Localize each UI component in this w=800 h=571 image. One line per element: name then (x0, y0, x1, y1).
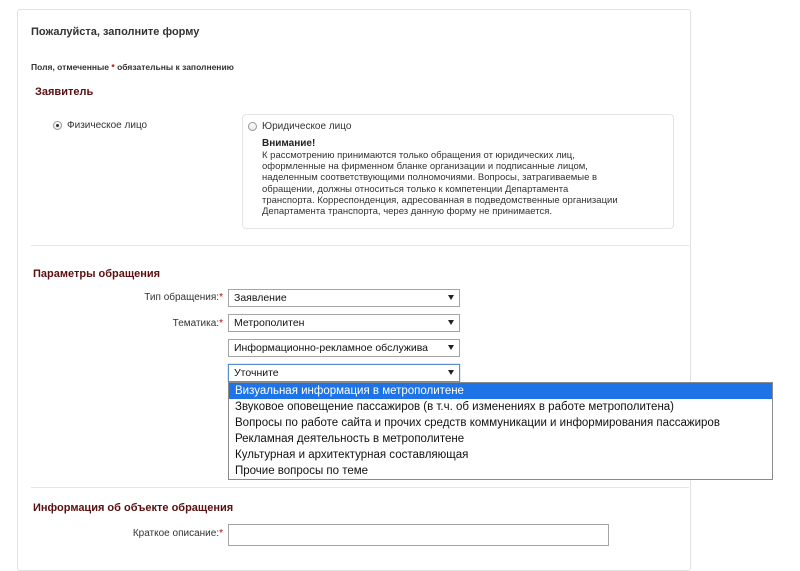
type-select-value: Заявление (234, 292, 287, 304)
radio-individual[interactable] (53, 120, 147, 131)
subtopic-chevron-down-icon (448, 345, 454, 350)
radio-legal-entity[interactable] (248, 121, 351, 132)
subtopic-select-value: Информационно-рекламное обслужива (234, 342, 429, 354)
section-title-applicant: Заявитель (35, 86, 94, 98)
section-title-params: Параметры обращения (33, 268, 161, 280)
topic-label-text: Тематика: (172, 318, 220, 329)
type-label (33, 292, 223, 303)
warning-title: Внимание! (262, 138, 316, 149)
dropdown-option[interactable]: Рекламная деятельность в метрополитене (235, 433, 465, 445)
specify-select-value: Уточните (234, 367, 279, 379)
specify-dropdown-list[interactable] (228, 382, 773, 480)
type-label-text: Тип обращения: (144, 292, 220, 303)
type-chevron-down-icon (448, 295, 454, 300)
specify-chevron-down-icon (448, 370, 454, 375)
short-description-required-star: * (219, 528, 223, 539)
required-note-suffix: обязательны к заполнению (114, 62, 234, 72)
form-title: Пожалуйста, заполните форму (31, 26, 200, 38)
section-title-object-info: Информация об объекте обращения (33, 502, 234, 514)
subtopic-select[interactable] (228, 339, 460, 357)
required-fields-note (31, 62, 234, 72)
radio-individual-indicator[interactable] (53, 121, 62, 130)
dropdown-option[interactable]: Визуальная информация в метрополитене (229, 383, 772, 399)
radio-individual-label: Физическое лицо (67, 120, 148, 131)
topic-chevron-down-icon (448, 320, 454, 325)
type-select[interactable] (228, 289, 460, 307)
short-description-input[interactable] (228, 524, 609, 546)
required-note-prefix: Поля, отмеченные (31, 62, 112, 72)
dropdown-option[interactable]: Культурная и архитектурная составляющая (235, 449, 469, 461)
section-divider (31, 245, 689, 246)
topic-required-star: * (219, 318, 223, 329)
radio-legal-entity-label: Юридическое лицо (262, 121, 352, 132)
topic-select[interactable] (228, 314, 460, 332)
short-description-label-text: Краткое описание: (132, 528, 220, 539)
dropdown-option[interactable]: Звуковое оповещение пассажиров (в т.ч. об изменениях в работе метрополитена) (235, 401, 675, 413)
short-description-label (33, 528, 223, 539)
radio-legal-entity-indicator[interactable] (248, 122, 257, 131)
type-required-star: * (219, 292, 223, 303)
topic-label (33, 318, 223, 329)
dropdown-option[interactable]: Прочие вопросы по теме (235, 465, 369, 477)
specify-select[interactable] (228, 364, 460, 382)
required-star: * (111, 62, 115, 72)
topic-select-value: Метрополитен (234, 317, 305, 329)
dropdown-option[interactable]: Вопросы по работе сайта и прочих средств коммуникации и информирования пассажиров (235, 417, 720, 429)
section-divider (31, 487, 689, 488)
warning-text: К рассмотрению принимаются только обращения от юридических лиц, оформленные на фирменном бланке организации и подписанные лицом, наделенным соответствующими полномочиями. Вопросы, затрагиваемые в обращении, должны относиться только к компетенции Департамента транспорта. Корреспонденция, адресованная в подведомственные организации Департамента транспорта, через данную форму не принимается. (262, 150, 618, 218)
